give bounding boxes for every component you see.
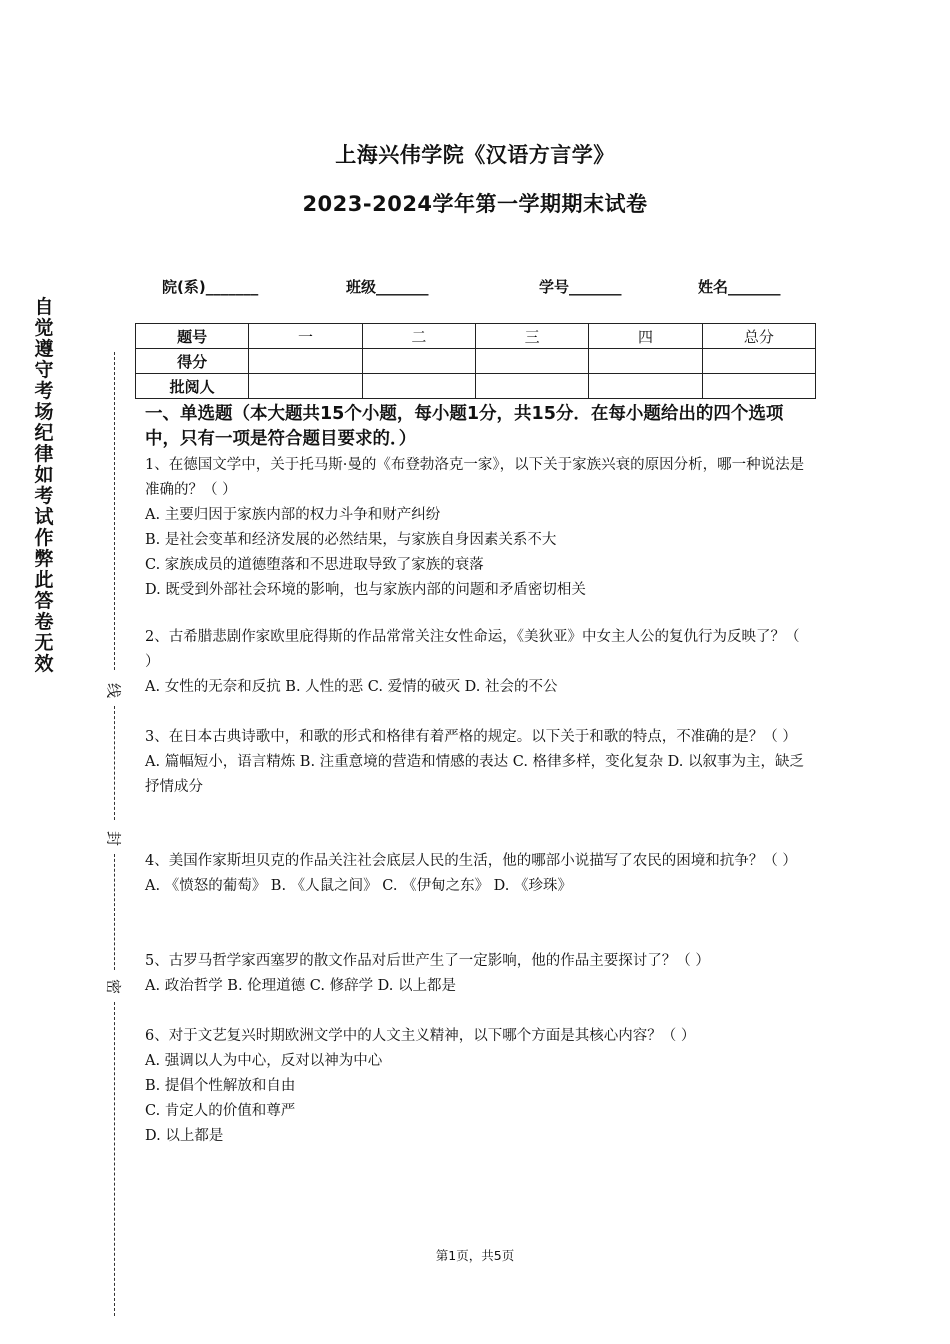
score-cell[interactable] [475,349,588,374]
seal-mark-secret: 密 [104,978,123,994]
option: A. 女性的无奈和反抗 B. 人性的恶 C. 爱情的破灭 D. 社会的不公 [145,679,558,695]
question-1 [145,453,810,603]
score-row [136,349,816,374]
binding-line-segment [114,1002,115,1316]
binding-line-segment [114,706,115,820]
score-table-header: 三 [475,324,588,349]
option: C. 肯定人的价值和尊严 [145,1103,296,1119]
name-field[interactable]: 姓名_______ [698,278,781,296]
section-heading: 一、单选题（本大题共15个小题，每小题1分，共15分．在每小题给出的四个选项中，只有一项是符合题目要求的．） [145,404,784,449]
score-table-header: 题号 [136,324,249,349]
grader-cell[interactable] [702,374,815,399]
question-6 [145,1024,810,1149]
seal-mark-seal: 封 [104,830,123,846]
option: A. 《愤怒的葡萄》 B. 《人鼠之间》 C. 《伊甸之东》 D. 《珍珠》 [145,878,573,894]
grader-row [136,374,816,399]
student-info-row [0,276,950,298]
question-2 [145,625,810,700]
score-table-header-row [136,324,816,349]
option: D. 以上都是 [145,1128,224,1144]
student-id-field[interactable]: 学号_______ [539,278,622,296]
option: A. 强调以人为中心，反对以神为中心 [145,1053,383,1069]
option: A. 主要归因于家族内部的权力斗争和财产纠纷 [145,507,441,523]
option: A. 政治哲学 B. 伦理道德 C. 修辞学 D. 以上都是 [145,978,457,994]
grader-cell[interactable] [589,374,702,399]
question-stem: 6、对于文艺复兴时期欧洲文学中的人文主义精神，以下哪个方面是其核心内容？（ ） [145,1028,696,1044]
option: B. 提倡个性解放和自由 [145,1078,296,1094]
score-cell[interactable] [702,349,815,374]
option: A. 篇幅短小，语言精炼 B. 注重意境的营造和情感的表达 C. 格律多样，变化复杂 D. 以叙事为主，缺乏抒情成分 [145,754,805,795]
score-table [135,323,816,399]
question-stem: 4、美国作家斯坦贝克的作品关注社会底层人民的生活，他的哪部小说描写了农民的困境和抗争？（ ） [145,853,797,869]
grader-cell[interactable] [475,374,588,399]
score-table-header: 四 [589,324,702,349]
question-5 [145,949,810,999]
grader-cell[interactable] [249,374,362,399]
grader-cell[interactable] [362,374,475,399]
score-cell[interactable] [249,349,362,374]
department-field[interactable]: 院(系)_______ [162,278,259,296]
question-stem: 5、古罗马哲学家西塞罗的散文作品对后世产生了一定影响，他的作品主要探讨了？（ ） [145,953,710,969]
binding-line-segment [114,854,115,970]
class-field[interactable]: 班级_______ [346,278,429,296]
score-cell[interactable] [362,349,475,374]
question-4 [145,849,810,899]
option: C. 家族成员的道德堕落和不思进取导致了家族的衰落 [145,557,484,573]
question-stem: 2、古希腊悲剧作家欧里庇得斯的作品常常关注女性命运，《美狄亚》中女主人公的复仇行为反映了？（ ） [145,629,800,670]
question-3 [145,725,810,800]
option: B. 是社会变革和经济发展的必然结果，与家族自身因素关系不大 [145,532,557,548]
score-table-header: 二 [362,324,475,349]
exam-title-line2: 2023-2024学年第一学期期末试卷 [302,192,648,216]
question-stem: 1、在德国文学中，关于托马斯·曼的《布登勃洛克一家》，以下关于家族兴衰的原因分析，哪一种说法是准确的？（ ） [145,457,805,498]
score-cell[interactable] [589,349,702,374]
score-row-label: 得分 [136,349,249,374]
discipline-notice: 自觉遵守考场纪律如考试作弊此答卷无效 [34,296,54,675]
exam-title-line1: 上海兴伟学院《汉语方言学》 [335,143,615,167]
grader-row-label: 批阅人 [136,374,249,399]
seal-mark-line: 线 [104,682,123,698]
binding-line-segment [114,352,115,670]
score-table-header: 总分 [702,324,815,349]
score-table-header: 一 [249,324,362,349]
option: D. 既受到外部社会环境的影响，也与家族内部的问题和矛盾密切相关 [145,582,586,598]
question-stem: 3、在日本古典诗歌中，和歌的形式和格律有着严格的规定。以下关于和歌的特点，不准确的是？（ ） [145,729,797,745]
page-footer: 第1页，共5页 [435,1248,515,1263]
